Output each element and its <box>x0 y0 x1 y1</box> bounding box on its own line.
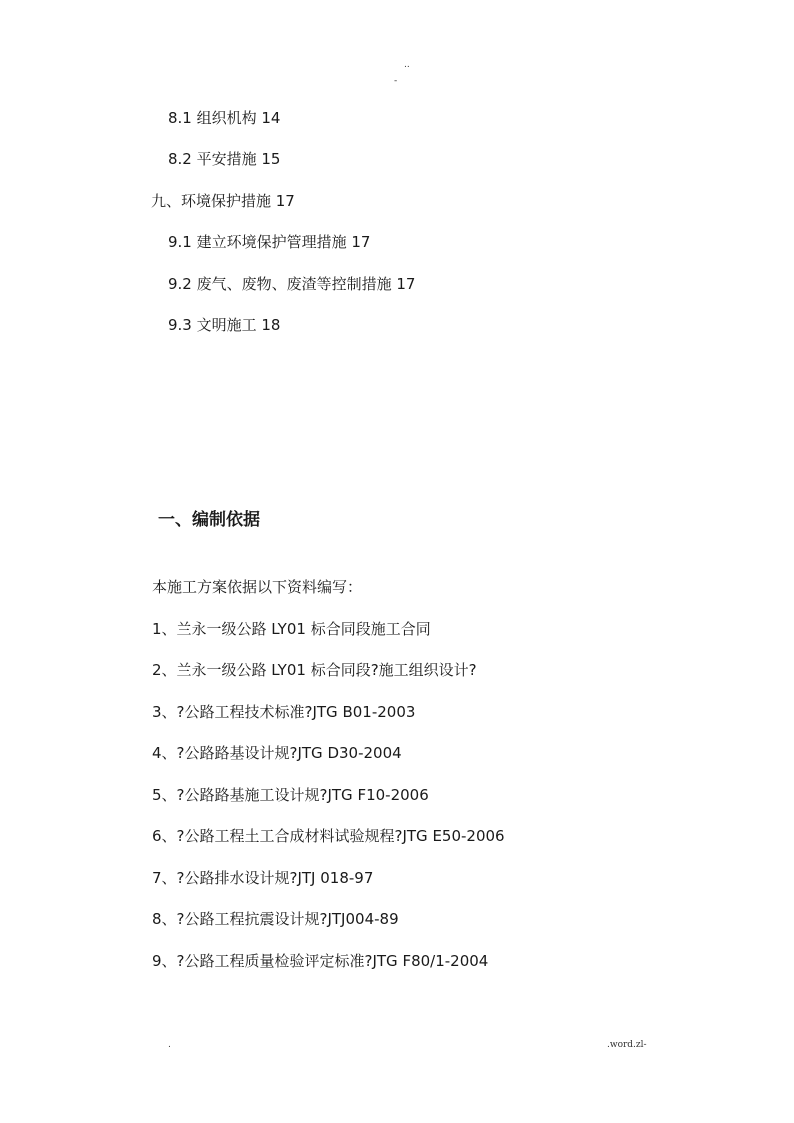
toc-entry-8-1: 8.1 组织机构 14 <box>168 109 281 127</box>
toc-entry-9-2: 9.2 废气、废物、废渣等控制措施 17 <box>168 275 416 293</box>
footer-watermark: .word.zl- <box>607 1040 647 1050</box>
toc-entry-8-2: 8.2 平安措施 15 <box>168 150 281 168</box>
list-item: 2、兰永一级公路 LY01 标合同段?施工组织设计? <box>152 661 477 679</box>
header-dash: - <box>394 76 398 86</box>
section-heading: 一、编制依据 <box>158 510 260 530</box>
toc-entry-9: 九、环境保护措施 17 <box>151 192 295 210</box>
footer-left-mark: . <box>168 1040 171 1050</box>
list-item: 5、?公路路基施工设计规?JTG F10-2006 <box>152 786 429 804</box>
list-item: 6、?公路工程土工合成材料试验规程?JTG E50-2006 <box>152 827 505 845</box>
list-item: 4、?公路路基设计规?JTG D30-2004 <box>152 744 402 762</box>
list-item: 8、?公路工程抗震设计规?JTJ004-89 <box>152 910 399 928</box>
toc-entry-9-3: 9.3 文明施工 18 <box>168 316 281 334</box>
header-dots: .. <box>404 60 410 70</box>
list-item: 9、?公路工程质量检验评定标准?JTG F80/1-2004 <box>152 952 489 970</box>
toc-entry-9-1: 9.1 建立环境保护管理措施 17 <box>168 233 371 251</box>
list-item: 7、?公路排水设计规?JTJ 018-97 <box>152 869 374 887</box>
section-intro: 本施工方案依据以下资料编写： <box>152 578 363 596</box>
list-item: 1、兰永一级公路 LY01 标合同段施工合同 <box>152 620 431 638</box>
list-item: 3、?公路工程技术标准?JTG B01-2003 <box>152 703 416 721</box>
